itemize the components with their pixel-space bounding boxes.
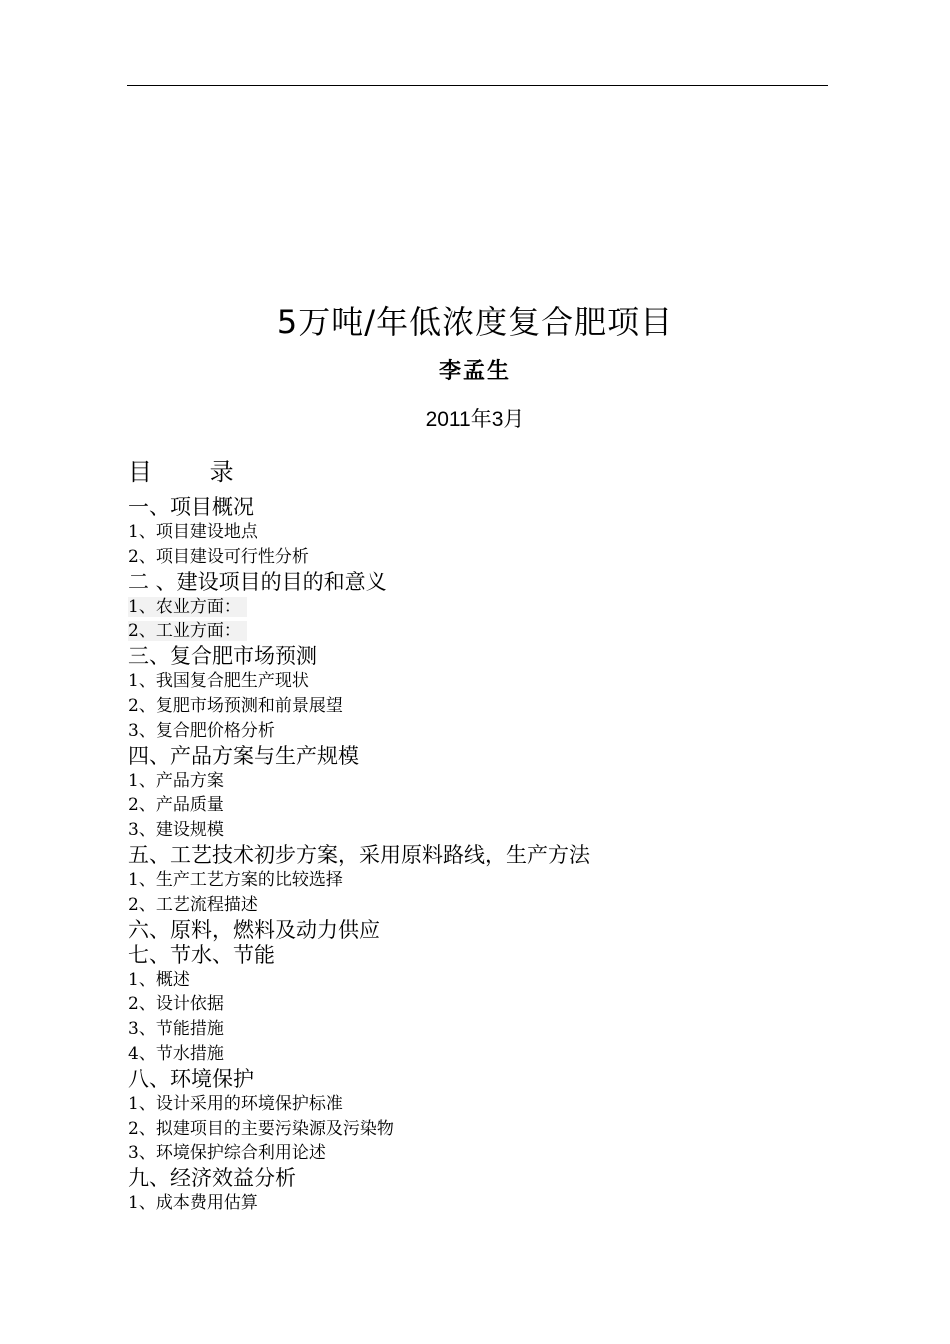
toc-section[interactable]: [128, 744, 848, 769]
toc-entry-text: 3、建设规模: [128, 820, 224, 841]
toc-section[interactable]: [128, 943, 848, 968]
toc-subsection[interactable]: [128, 992, 848, 1017]
toc-entry-text: 八、环境保护: [128, 1066, 254, 1091]
toc-section[interactable]: [128, 570, 848, 595]
toc-subsection[interactable]: [128, 545, 848, 570]
toc-entry-text: 1、农业方面：: [128, 597, 247, 617]
toc-subsection[interactable]: [128, 1092, 848, 1117]
toc-entry-text: 2、工艺流程描述: [128, 894, 258, 915]
toc-entry-text: 三、复合肥市场预测: [128, 644, 317, 669]
toc-entry-text: 1、设计采用的环境保护标准: [128, 1093, 343, 1114]
header-rule: [127, 85, 828, 86]
toc-subsection[interactable]: [128, 1117, 848, 1142]
toc-entry-text: 2、拟建项目的主要污染源及污染物: [128, 1118, 394, 1139]
toc-entry-text: 九、经济效益分析: [128, 1166, 296, 1191]
toc-heading: 目 录: [128, 458, 248, 486]
toc-entry-text: 3、复合肥价格分析: [128, 720, 275, 741]
toc-entry-text: 七、节水、节能: [128, 942, 275, 967]
toc-section[interactable]: [128, 1166, 848, 1191]
document-date: 2011年3月: [425, 408, 525, 431]
toc-entry-text: 1、产品方案: [128, 770, 224, 791]
toc-entry-text: 五、工艺技术初步方案，采用原料路线，生产方法: [128, 842, 590, 867]
toc-subsection[interactable]: [128, 1191, 848, 1216]
toc-section[interactable]: [128, 1067, 848, 1092]
toc-subsection[interactable]: [128, 1017, 848, 1042]
toc-subsection[interactable]: [128, 595, 848, 620]
toc-entry-text: 1、项目建设地点: [128, 522, 258, 542]
toc-subsection[interactable]: [128, 619, 848, 644]
toc-subsection[interactable]: [128, 868, 848, 893]
toc-subsection[interactable]: [128, 1141, 848, 1166]
toc-subsection[interactable]: [128, 1042, 848, 1067]
toc-subsection[interactable]: [128, 719, 848, 744]
toc-entry-text: 六、原料，燃料及动力供应: [128, 917, 380, 942]
toc-section[interactable]: [128, 495, 848, 520]
document-author: 李孟生: [438, 358, 511, 384]
toc-entry-text: 3、节能措施: [128, 1019, 224, 1040]
toc-subsection[interactable]: [128, 893, 848, 918]
toc-entry-text: 一、项目概况: [128, 495, 254, 519]
toc-section[interactable]: [128, 644, 848, 669]
toc-entry-text: 2、工业方面：: [128, 621, 247, 641]
toc-subsection[interactable]: [128, 968, 848, 993]
toc-entry-text: 1、概述: [128, 969, 190, 990]
document-title: 5万吨/年低浓度复合肥项目: [276, 303, 674, 341]
toc-section[interactable]: [128, 843, 848, 868]
toc-section[interactable]: [128, 918, 848, 943]
toc-entry-text: 1、成本费用估算: [128, 1193, 258, 1214]
table-of-contents: [128, 495, 848, 1216]
toc-entry-text: 3、环境保护综合利用论述: [128, 1143, 326, 1164]
toc-entry-text: 1、生产工艺方案的比较选择: [128, 869, 343, 890]
toc-entry-text: 4、节水措施: [128, 1043, 224, 1064]
toc-subsection[interactable]: [128, 694, 848, 719]
toc-subsection[interactable]: [128, 669, 848, 694]
toc-subsection[interactable]: [128, 769, 848, 794]
toc-subsection[interactable]: [128, 793, 848, 818]
toc-entry-text: 2、设计依据: [128, 994, 224, 1015]
toc-entry-text: 二 、建设项目的目的和意义: [128, 569, 387, 594]
toc-entry-text: 1、我国复合肥生产现状: [128, 671, 309, 692]
toc-subsection[interactable]: [128, 818, 848, 843]
toc-subsection[interactable]: [128, 520, 848, 545]
toc-entry-text: 四、产品方案与生产规模: [128, 743, 359, 768]
toc-entry-text: 2、产品质量: [128, 795, 224, 816]
toc-entry-text: 2、项目建设可行性分析: [128, 546, 309, 567]
toc-entry-text: 2、复肥市场预测和前景展望: [128, 695, 343, 716]
